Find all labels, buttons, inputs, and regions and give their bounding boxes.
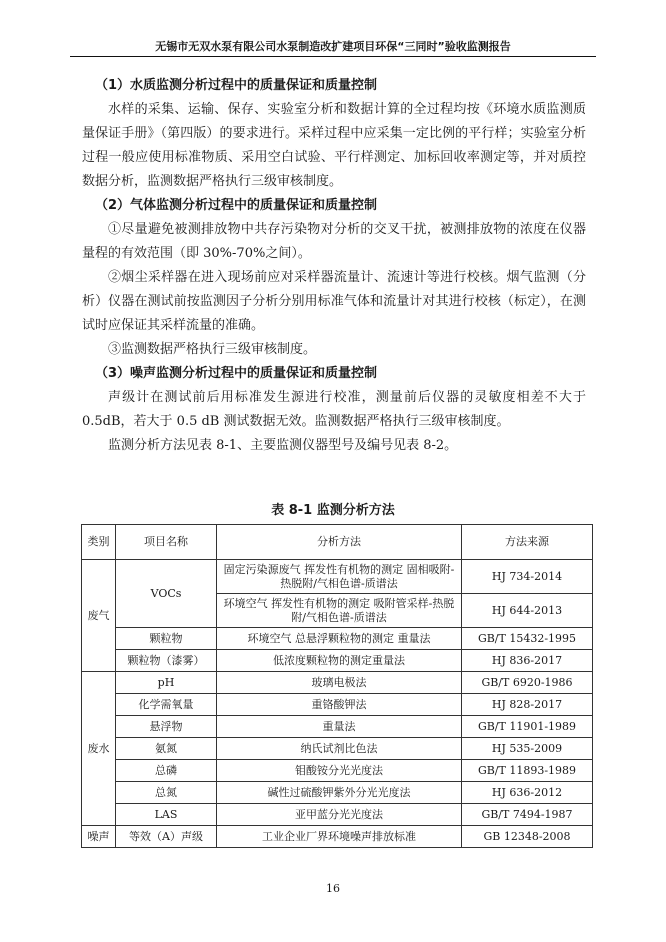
table-row [82,716,593,738]
gas-qc-heading: （2）气体监测分析过程中的质量保证和质量控制 [95,198,378,213]
page-number: 16 [326,882,340,895]
method-cell: 纳氏试剂比色法 [217,738,462,760]
gas-qc-paragraph-3: ③监测数据严格执行三级审核制度。 [108,342,317,357]
table-row [82,738,593,760]
item-cell: 等效（A）声级 [116,826,217,848]
source-cell: HJ 535-2009 [462,738,593,760]
water-qc-heading: （1）水质监测分析过程中的质量保证和质量控制 [95,78,378,93]
method-cell: 低浓度颗粒物的测定重量法 [217,650,462,672]
table-row [82,804,593,826]
method-cell: 重铬酸钾法 [217,694,462,716]
report-header: 无锡市无双水泵有限公司水泵制造改扩建项目环保“三同时”验收监测报告 [155,40,511,53]
item-cell: 化学需氧量 [116,694,217,716]
table-row [82,628,593,650]
source-cell: GB 12348-2008 [462,826,593,848]
item-cell: 颗粒物（漆雾） [116,650,217,672]
category-water: 废水 [82,672,116,826]
item-cell: 颗粒物 [116,628,217,650]
method-cell: 环境空气 总悬浮颗粒物的测定 重量法 [217,628,462,650]
noise-qc-heading: （3）噪声监测分析过程中的质量保证和质量控制 [95,366,378,381]
item-cell: 氨氮 [116,738,217,760]
header-divider [70,56,596,57]
gas-qc-paragraph-1: ①尽量避免被测排放物中共存污染物对分析的交叉干扰，被测排放物的浓度在仪器量程的有效范围（即 30%-70%之间）。 [82,222,586,261]
item-cell: VOCs [116,560,217,628]
method-cell: 亚甲蓝分光光度法 [217,804,462,826]
method-cell: 固定污染源废气 挥发性有机物的测定 固相吸附-热脱附/气相色谱-质谱法 [217,560,462,594]
header-method: 分析方法 [217,525,462,560]
table-row [82,782,593,804]
analysis-methods-table [81,524,593,848]
noise-qc-paragraph: 声级计在测试前后用标准发生源进行校准，测量前后仪器的灵敏度相差不大于 0.5dB，若大于 0.5 dB 测试数据无效。监测数据严格执行三级审核制度。 [82,390,586,429]
header-item: 项目名称 [116,525,217,560]
category-noise: 噪声 [82,826,116,848]
item-cell: pH [116,672,217,694]
water-qc-paragraph: 水样的采集、运输、保存、实验室分析和数据计算的全过程均按《环境水质监测质量保证手册》（第四版）的要求进行。采样过程中应采集一定比例的平行样；实验室分析过程一般应使用标准物质、采用空白试验、平行样测定、加标回收率测定等，并对质控数据分析，监测数据严格执行三级审核制度。 [82,102,586,189]
source-cell: GB/T 15432-1995 [462,628,593,650]
table-row [82,760,593,782]
table-row [82,672,593,694]
table-reference-paragraph: 监测分析方法见表 8-1、主要监测仪器型号及编号见表 8-2。 [108,438,458,453]
method-cell: 环境空气 挥发性有机物的测定 吸附管采样-热脱附/气相色谱-质谱法 [217,594,462,628]
gas-qc-paragraph-2: ②烟尘采样器在进入现场前应对采样器流量计、流速计等进行校核。烟气监测（分析）仪器在测试前按监测因子分析分别用标准气体和流量计对其进行校核（标定），在测试时应保证其采样流量的准确。 [82,270,586,333]
item-cell: LAS [116,804,217,826]
table-row [82,826,593,848]
source-cell: GB/T 11893-1989 [462,760,593,782]
table-header-row [82,525,593,560]
method-cell: 重量法 [217,716,462,738]
item-cell: 悬浮物 [116,716,217,738]
header-category: 类别 [82,525,116,560]
source-cell: HJ 836-2017 [462,650,593,672]
header-source: 方法来源 [462,525,593,560]
method-cell: 工业企业厂界环境噪声排放标准 [217,826,462,848]
source-cell: GB/T 6920-1986 [462,672,593,694]
source-cell: HJ 636-2012 [462,782,593,804]
source-cell: HJ 644-2013 [462,594,593,628]
method-cell: 碱性过硫酸钾紫外分光光度法 [217,782,462,804]
source-cell: HJ 734-2014 [462,560,593,594]
table-title: 表 8-1 监测分析方法 [271,503,395,518]
source-cell: GB/T 11901-1989 [462,716,593,738]
category-gas: 废气 [82,560,116,672]
source-cell: GB/T 7494-1987 [462,804,593,826]
table-row [82,694,593,716]
table-row [82,560,593,594]
table-row [82,650,593,672]
item-cell: 总磷 [116,760,217,782]
source-cell: HJ 828-2017 [462,694,593,716]
method-cell: 钼酸铵分光光度法 [217,760,462,782]
document-body [82,74,586,458]
method-cell: 玻璃电极法 [217,672,462,694]
item-cell: 总氮 [116,782,217,804]
